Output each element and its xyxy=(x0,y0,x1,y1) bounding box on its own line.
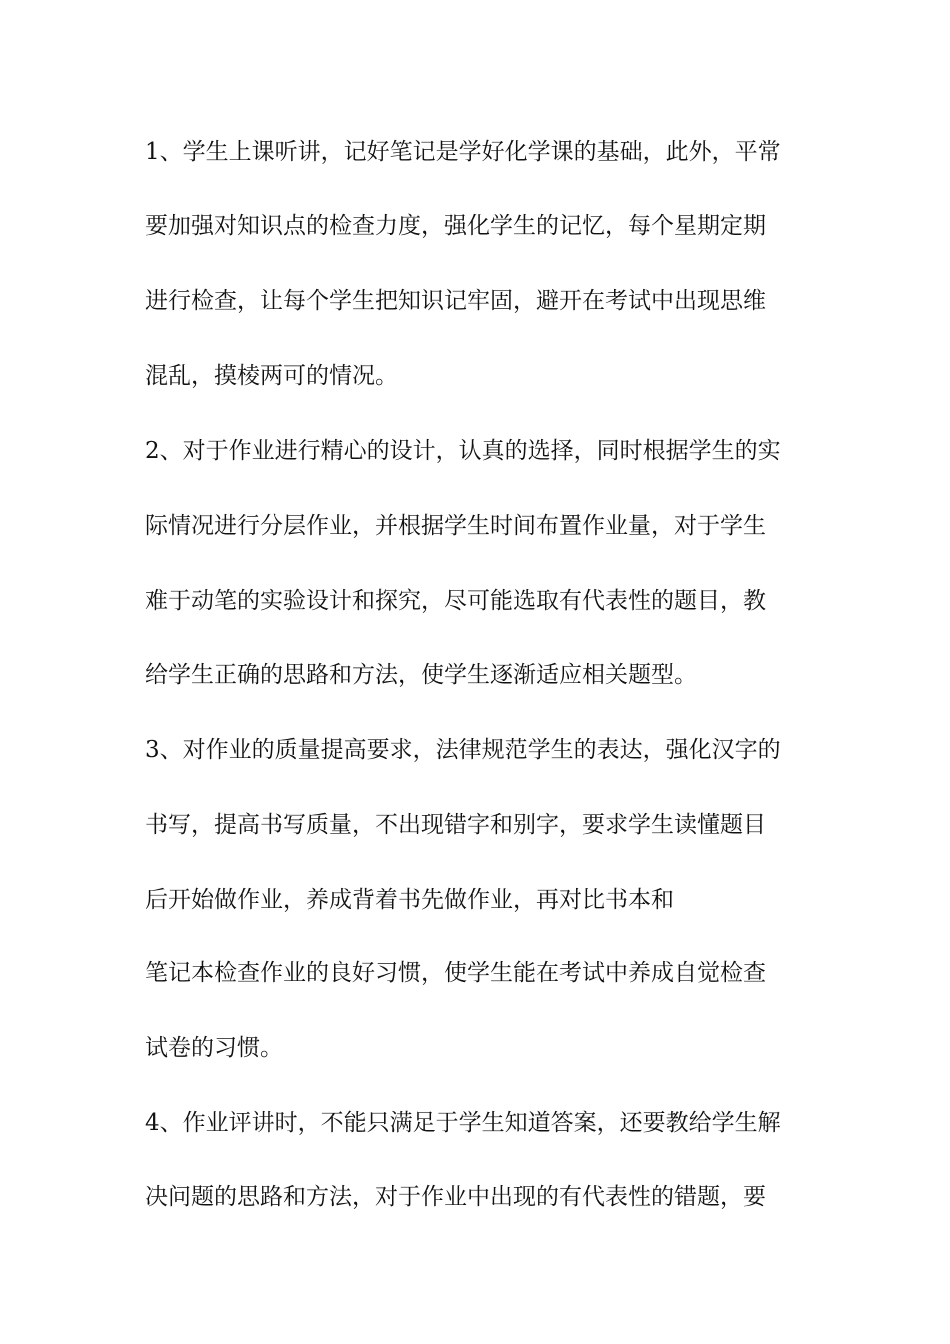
text-line: 给学生正确的思路和方法，使学生逐渐适应相关题型。 xyxy=(145,662,697,688)
text-line: 混乱，摸棱两可的情况。 xyxy=(145,363,398,389)
text-line: 试卷的习惯。 xyxy=(145,1035,283,1061)
text-line: 3、对作业的质量提高要求，法律规范学生的表达，强化汉字的 xyxy=(145,737,781,763)
text-line: 进行检查，让每个学生把知识记牢固，避开在考试中出现思维 xyxy=(145,288,766,314)
text-line: 要加强对知识点的检查力度，强化学生的记忆，每个星期定期 xyxy=(145,213,766,239)
text-line: 4、作业评讲时，不能只满足于学生知道答案，还要教给学生解 xyxy=(145,1110,781,1136)
text-line: 际情况进行分层作业，并根据学生时间布置作业量，对于学生 xyxy=(145,513,766,539)
text-line: 后开始做作业，养成背着书先做作业，再对比书本和 xyxy=(145,887,674,913)
text-line: 笔记本检查作业的良好习惯，使学生能在考试中养成自觉检查 xyxy=(145,960,766,986)
text-line: 决问题的思路和方法，对于作业中出现的有代表性的错题，要 xyxy=(145,1184,766,1210)
text-line: 2、对于作业进行精心的设计，认真的选择，同时根据学生的实 xyxy=(145,438,781,464)
text-line: 1、学生上课听讲，记好笔记是学好化学课的基础，此外，平常 xyxy=(145,139,781,165)
text-line: 书写，提高书写质量，不出现错字和别字，要求学生读懂题目 xyxy=(145,812,766,838)
text-line: 难于动笔的实验设计和探究，尽可能选取有代表性的题目，教 xyxy=(145,588,766,614)
